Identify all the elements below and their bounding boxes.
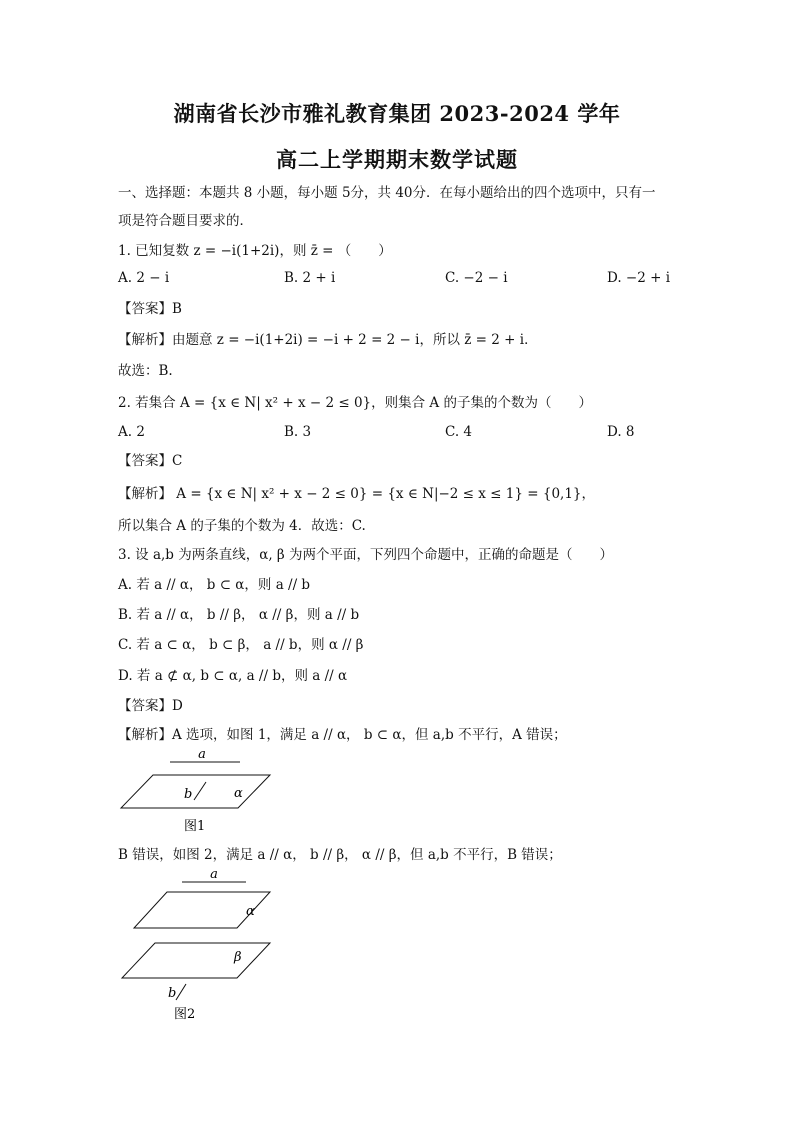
figure-1-label-alpha: α [234,786,243,801]
figure-1-caption: 图1 [184,819,206,834]
section-intro-line-1: 一、选择题：本题共 8 小题，每小题 5分，共 40分．在每小题给出的四个选项中，只有一 [118,185,656,201]
figure-2-plane-beta [122,943,270,978]
q3-option-b: B. 若 a // α， b // β， α // β，则 a // b [118,607,360,623]
figure-1-plane-alpha [121,775,270,808]
q1-option-d: D. −2 + i [607,270,671,286]
q2-stem: 2. 若集合 A = {x ∈ N| x² + x − 2 ≤ 0}，则集合 A 的子集的个数为（ ） [118,395,592,411]
q3-option-a: A. 若 a // α， b ⊂ α，则 a // b [118,577,311,593]
q2-analysis: 【解析】 A = {x ∈ N| x² + x − 2 ≤ 0} = {x ∈ N|−2 ≤ x ≤ 1} = {0,1}， [118,486,596,502]
q2-conclusion: 所以集合 A 的子集的个数为 4．故选：C. [118,518,366,534]
figure-1-diagram [110,742,280,837]
q1-stem: 1. 已知复数 z = −i(1+2i)，则 z̄ = （ ） [118,243,392,259]
figure-2-label-a: a [210,867,218,882]
q3-stem: 3. 设 a,b 为两条直线，α, β 为两个平面，下列四个命题中，正确的命题是（ ） [118,547,614,563]
q2-option-d: D. 8 [607,424,635,440]
q1-conclusion: 故选：B. [118,363,173,379]
section-intro-line-2: 项是符合题目要求的． [118,213,253,229]
q3-option-c: C. 若 a ⊂ α， b ⊂ β， a // b，则 α // β [118,637,364,653]
figure-2-diagram [110,862,280,1027]
q3-option-d: D. 若 a ⊄ α, b ⊂ α, a // b，则 a // α [118,668,348,684]
q2-option-a: A. 2 [118,424,145,440]
document-title-line-2: 高二上学期期末数学试题 [276,147,518,172]
figure-2-label-alpha: α [246,904,255,919]
figure-1-line-b [194,782,206,800]
q1-option-c: C. −2 − i [445,270,508,286]
figure-2-label-b: b [168,986,177,1001]
q1-analysis: 【解析】由题意 z = −i(1+2i) = −i + 2 = 2 − i，所以 z̄ = 2 + i． [118,332,538,348]
q3-analysis-a: 【解析】A 选项，如图 1，满足 a // α， b ⊂ α，但 a,b 不平行，A 错误； [118,727,567,743]
q1-option-b: B. 2 + i [284,270,336,286]
q2-option-c: C. 4 [445,424,473,440]
q2-option-b: B. 3 [284,424,312,440]
figure-1-label-a: a [198,747,206,762]
figure-2-label-beta: β [234,950,242,965]
figure-1-label-b: b [184,787,193,802]
figure-2-line-b [176,984,186,1000]
q2-answer: 【答案】C [118,453,183,469]
q1-answer: 【答案】B [118,301,182,317]
q1-option-a: A. 2 − i [118,270,170,286]
figure-2-caption: 图2 [174,1007,196,1022]
q3-answer: 【答案】D [118,698,183,714]
document-title-line-1: 湖南省长沙市雅礼教育集团 2023-2024 学年 [173,101,621,126]
q3-analysis-b: B 错误，如图 2，满足 a // α， b // β， α // β，但 a,b 不平行，B 错误； [118,847,562,863]
